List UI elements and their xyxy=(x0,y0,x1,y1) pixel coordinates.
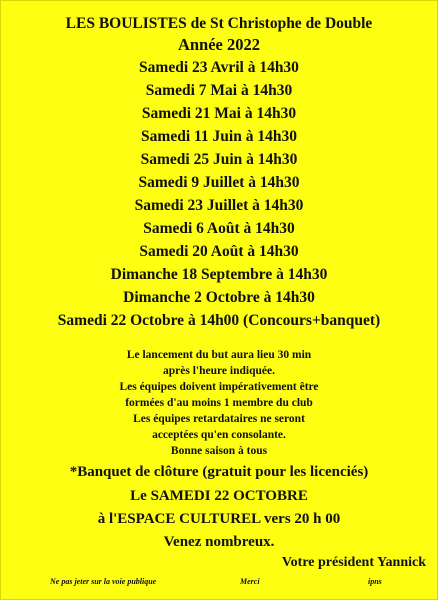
schedule-item: Samedi 23 Juillet à 14h30 xyxy=(134,197,304,214)
schedule-item: Samedi 7 Mai à 14h30 xyxy=(145,82,293,99)
note-line: Bonne saison à tous xyxy=(170,445,268,457)
schedule-item: Dimanche 2 Octobre à 14h30 xyxy=(123,289,315,306)
schedule-item: Samedi 6 Août à 14h30 xyxy=(143,220,295,237)
schedule-item: Samedi 9 Juillet à 14h30 xyxy=(138,174,300,191)
footer-disposal-note: Ne pas jeter sur la voie publique xyxy=(50,577,157,586)
footer-thanks: Merci xyxy=(240,577,260,586)
note-line: Les équipes retardataires ne seront xyxy=(133,413,305,425)
schedule-item: Dimanche 18 Septembre à 14h30 xyxy=(110,266,328,283)
footer-ipns: ipns xyxy=(368,577,382,586)
note-line: acceptées qu'en consolante. xyxy=(152,429,286,441)
schedule-item: Samedi 11 Juin à 14h30 xyxy=(141,128,297,145)
banquet-line: Le SAMEDI 22 OCTOBRE xyxy=(130,488,308,504)
flyer-year: Année 2022 xyxy=(177,35,261,54)
schedule-item: Samedi 22 Octobre à 14h00 (Concours+banquet) xyxy=(57,312,381,329)
schedule-item: Samedi 21 Mai à 14h30 xyxy=(141,105,297,122)
schedule-item: Samedi 23 Avril à 14h30 xyxy=(139,59,299,76)
banquet-line: Venez nombreux. xyxy=(163,534,275,550)
note-line: formées d'au moins 1 membre du club xyxy=(125,397,313,409)
note-line: Les équipes doivent impérativement être xyxy=(119,381,319,393)
schedule-item: Samedi 25 Juin à 14h30 xyxy=(140,151,298,168)
banquet-line: à l'ESPACE CULTUREL vers 20 h 00 xyxy=(97,511,341,527)
signature: Votre président Yannick xyxy=(281,555,426,570)
note-line: après l'heure indiquée. xyxy=(163,365,275,377)
schedule-item: Samedi 20 Août à 14h30 xyxy=(139,243,299,260)
note-line: Le lancement du but aura lieu 30 min xyxy=(126,349,312,361)
flyer-title: LES BOULISTES de St Christophe de Double xyxy=(65,15,373,32)
banquet-line: *Banquet de clôture (gratuit pour les licenciés) xyxy=(69,464,369,480)
